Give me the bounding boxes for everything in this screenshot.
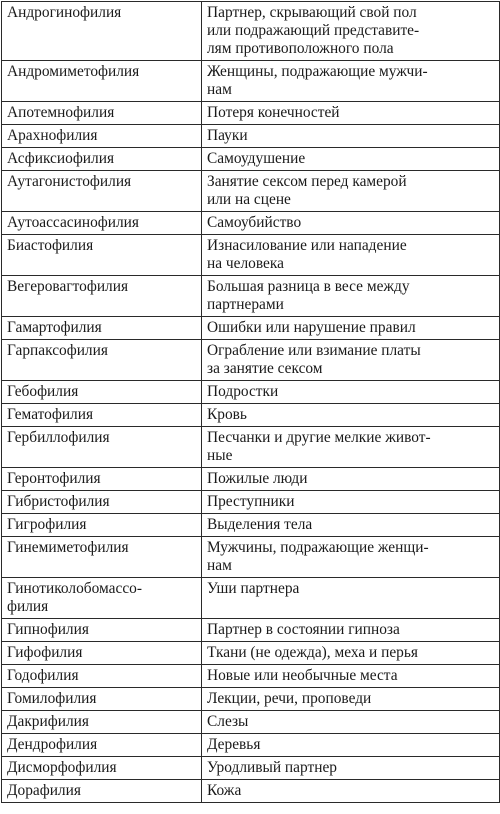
table-row: [2, 125, 500, 148]
term-cell: Арахнофилия: [2, 125, 202, 148]
meaning-cell: Занятие сексом перед камерой или на сцене: [202, 171, 500, 212]
table-row: [2, 340, 500, 381]
meaning-cell: Деревья: [202, 734, 500, 757]
meaning-cell: Самоудушение: [202, 148, 500, 171]
meaning-cell: Преступники: [202, 491, 500, 514]
term-cell: Дорафилия: [2, 780, 202, 803]
term-cell: Вегеровагтофилия: [2, 276, 202, 317]
table-row: [2, 276, 500, 317]
term-cell: Гамартофилия: [2, 317, 202, 340]
term-cell: Гигрофилия: [2, 514, 202, 537]
term-cell: Годофилия: [2, 665, 202, 688]
table-body: [2, 2, 500, 803]
meaning-cell: Выделения тела: [202, 514, 500, 537]
meaning-cell: Слезы: [202, 711, 500, 734]
table-row: [2, 61, 500, 102]
term-cell: Гифофилия: [2, 642, 202, 665]
meaning-cell: Самоубийство: [202, 212, 500, 235]
meaning-cell: Песчанки и другие мелкие живот- ные: [202, 427, 500, 468]
table-row: [2, 711, 500, 734]
meaning-cell: Партнер, скрывающий свой пол или подражающий представите- лям противоположного пола: [202, 2, 500, 61]
table-row: [2, 381, 500, 404]
term-cell: Гибристофилия: [2, 491, 202, 514]
meaning-cell: Кожа: [202, 780, 500, 803]
meaning-cell: Лекции, речи, проповеди: [202, 688, 500, 711]
table-row: [2, 537, 500, 578]
term-cell: Дисморфофилия: [2, 757, 202, 780]
table-row: [2, 148, 500, 171]
table-row: [2, 491, 500, 514]
term-cell: Гинемиметофилия: [2, 537, 202, 578]
table-row: [2, 642, 500, 665]
table-row: [2, 2, 500, 61]
meaning-cell: Изнасилование или нападение на человека: [202, 235, 500, 276]
table-row: [2, 235, 500, 276]
table-row: [2, 102, 500, 125]
table-row: [2, 688, 500, 711]
table-row: [2, 212, 500, 235]
term-cell: Андрогинофилия: [2, 2, 202, 61]
table-row: [2, 427, 500, 468]
term-cell: Гипнофилия: [2, 619, 202, 642]
meaning-cell: Партнер в состоянии гипноза: [202, 619, 500, 642]
meaning-cell: Кровь: [202, 404, 500, 427]
meaning-cell: Уродливый партнер: [202, 757, 500, 780]
term-cell: Асфиксиофилия: [2, 148, 202, 171]
term-cell: Дендрофилия: [2, 734, 202, 757]
table-row: [2, 171, 500, 212]
meaning-cell: Подростки: [202, 381, 500, 404]
table-row: [2, 734, 500, 757]
table-row: [2, 468, 500, 491]
term-cell: Гинотиколобомассо- филия: [2, 578, 202, 619]
table-row: [2, 619, 500, 642]
meaning-cell: Мужчины, подражающие женщи- нам: [202, 537, 500, 578]
term-cell: Гарпаксофилия: [2, 340, 202, 381]
term-cell: Гомилофилия: [2, 688, 202, 711]
table-row: [2, 514, 500, 537]
meaning-cell: Пауки: [202, 125, 500, 148]
table-row: [2, 780, 500, 803]
meaning-cell: Уши партнера: [202, 578, 500, 619]
term-cell: Аутоассасинофилия: [2, 212, 202, 235]
meaning-cell: Женщины, подражающие мужчи- нам: [202, 61, 500, 102]
term-cell: Биастофилия: [2, 235, 202, 276]
term-cell: Геронтофилия: [2, 468, 202, 491]
term-cell: Дакрифилия: [2, 711, 202, 734]
meaning-cell: Пожилые люди: [202, 468, 500, 491]
meaning-cell: Большая разница в весе между партнерами: [202, 276, 500, 317]
table-row: [2, 757, 500, 780]
term-cell: Андромиметофилия: [2, 61, 202, 102]
term-cell: Гематофилия: [2, 404, 202, 427]
meaning-cell: Новые или необычные места: [202, 665, 500, 688]
table-row: [2, 404, 500, 427]
paraphilia-table: [1, 1, 500, 803]
term-cell: Апотемнофилия: [2, 102, 202, 125]
table-row: [2, 317, 500, 340]
term-cell: Аутагонистофилия: [2, 171, 202, 212]
meaning-cell: Ошибки или нарушение правил: [202, 317, 500, 340]
term-cell: Гебофилия: [2, 381, 202, 404]
meaning-cell: Ткани (не одежда), меха и перья: [202, 642, 500, 665]
term-cell: Гербиллофилия: [2, 427, 202, 468]
table-row: [2, 665, 500, 688]
meaning-cell: Потеря конечностей: [202, 102, 500, 125]
table-row: [2, 578, 500, 619]
meaning-cell: Ограбление или взимание платы за занятие сексом: [202, 340, 500, 381]
